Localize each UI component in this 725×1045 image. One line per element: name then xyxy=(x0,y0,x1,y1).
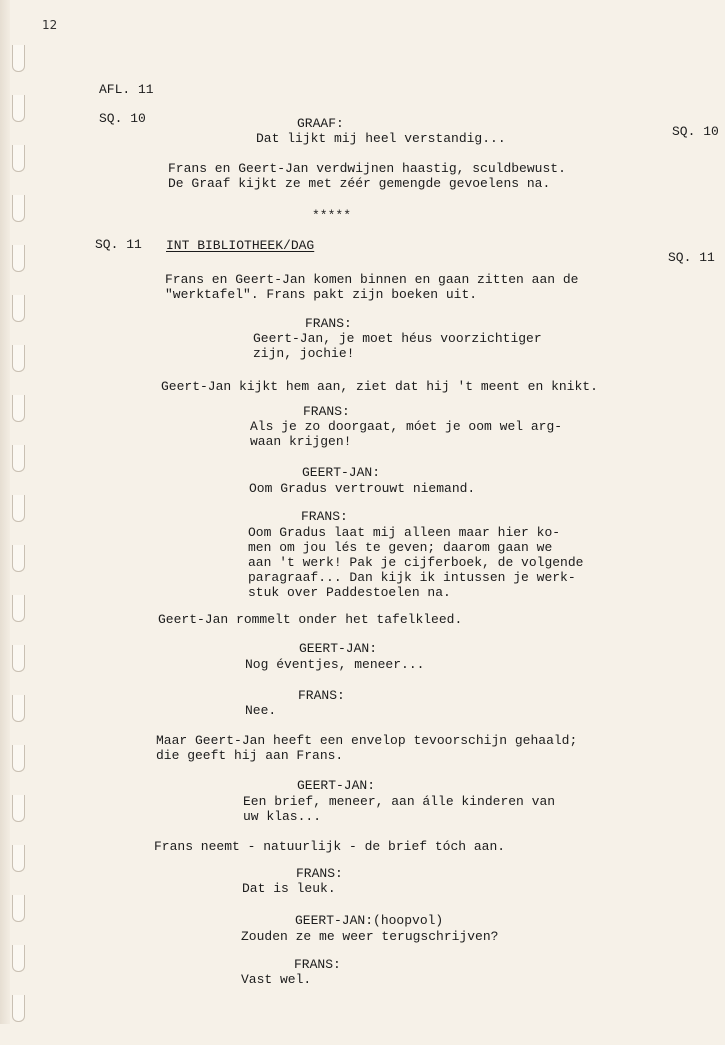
character-cue: GRAAF: xyxy=(297,116,344,131)
page-number: 12 xyxy=(42,18,58,32)
action-line: Geert-Jan kijkt hem aan, ziet dat hij 't meent en knikt. xyxy=(161,379,598,394)
page-edge xyxy=(0,0,10,1024)
action-line: De Graaf kijkt ze met zéér gemengde gevoelens na. xyxy=(168,176,551,191)
character-cue: FRANS: xyxy=(301,509,348,524)
episode-header: AFL. 11 xyxy=(99,82,154,97)
dialogue-line: Een brief, meneer, aan álle kinderen van xyxy=(243,794,556,809)
action-line: Frans en Geert-Jan komen binnen en gaan zitten aan de xyxy=(165,272,579,287)
character-cue: FRANS: xyxy=(305,316,352,331)
character-cue: FRANS: xyxy=(303,404,350,419)
action-line: Frans neemt - natuurlijk - de brief tóch aan. xyxy=(154,839,506,854)
action-line: die geeft hij aan Frans. xyxy=(156,748,344,763)
action-line: Frans en Geert-Jan verdwijnen haastig, sculdbewust. xyxy=(168,161,566,176)
character-cue: GEERT-JAN:(hoopvol) xyxy=(295,913,444,928)
dialogue-line: paragraaf... Dan kijk ik intussen je werk- xyxy=(248,570,576,585)
dialogue-line: Vast wel. xyxy=(241,972,312,987)
dialogue-line: Nog éventjes, meneer... xyxy=(245,657,425,672)
binding-holes xyxy=(12,45,28,1045)
dialogue-line: Nee. xyxy=(245,703,277,718)
dialogue-line: Oom Gradus vertrouwt niemand. xyxy=(249,481,476,496)
dialogue-line: stuk over Paddestoelen na. xyxy=(248,585,451,600)
action-line: Geert-Jan rommelt onder het tafelkleed. xyxy=(158,612,463,627)
dialogue-line: Als je zo doorgaat, móet je oom wel arg- xyxy=(250,419,563,434)
sq10-left-label: SQ. 10 xyxy=(99,111,146,126)
dialogue-line: Oom Gradus laat mij alleen maar hier ko- xyxy=(248,525,561,540)
action-line: "werktafel". Frans pakt zijn boeken uit. xyxy=(165,287,478,302)
character-cue: FRANS: xyxy=(296,866,343,881)
dialogue-line: uw klas... xyxy=(243,809,322,824)
sq11-left-label: SQ. 11 xyxy=(95,237,142,252)
dialogue-line: zijn, jochie! xyxy=(253,346,355,361)
action-line: Maar Geert-Jan heeft een envelop tevoorschijn gehaald; xyxy=(156,733,578,748)
character-cue: FRANS: xyxy=(294,957,341,972)
character-cue: GEERT-JAN: xyxy=(302,465,381,480)
scene-heading: INT BIBLIOTHEEK/DAG xyxy=(166,238,315,253)
character-cue: GEERT-JAN: xyxy=(299,641,378,656)
dialogue-line: Geert-Jan, je moet héus voorzichtiger xyxy=(253,331,542,346)
character-cue: GEERT-JAN: xyxy=(297,778,376,793)
dialogue-line: waan krijgen! xyxy=(250,434,352,449)
dialogue-line: Zouden ze me weer terugschrijven? xyxy=(241,929,499,944)
scene-separator: ***** xyxy=(312,208,352,223)
dialogue-line: Dat lijkt mij heel verstandig... xyxy=(256,131,506,146)
sq11-right-label: SQ. 11 xyxy=(668,250,715,265)
character-cue: FRANS: xyxy=(298,688,345,703)
dialogue-line: Dat is leuk. xyxy=(242,881,336,896)
dialogue-line: men om jou lés te geven; daarom gaan we xyxy=(248,540,553,555)
dialogue-line: aan 't werk! Pak je cijferboek, de volgende xyxy=(248,555,584,570)
sq10-right-label: SQ. 10 xyxy=(672,124,719,139)
